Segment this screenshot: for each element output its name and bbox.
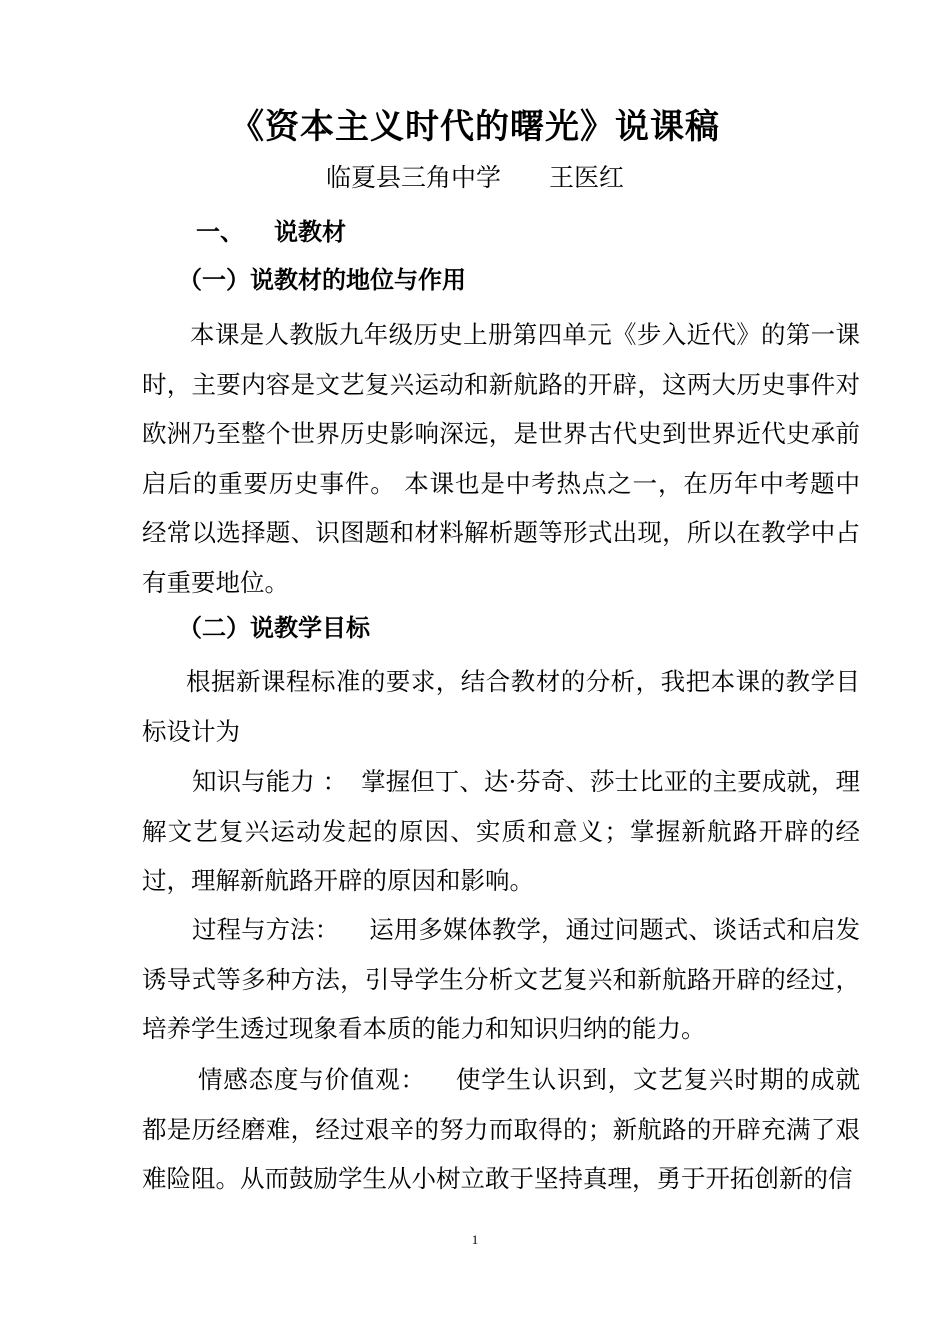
goals-intro-text: 根据新课程标准的要求，结合教材的分析，我把本课的教学目标设计为 — [142, 667, 860, 746]
section-title: 说教材 — [274, 218, 346, 246]
document-title: 《资本主义时代的曙光》说课稿 — [230, 107, 720, 147]
author-school: 临夏县三角中学 — [325, 163, 501, 192]
paragraph-goals-intro — [142, 657, 860, 756]
page-number: 1 — [471, 1232, 479, 1247]
goal-process-label: 过程与方法： — [192, 915, 340, 944]
goal-knowledge-text: 掌握但丁、达·芬奇、莎士比亚的主要成就，理解文艺复兴运动发起的原因、实质和意义；掌握新航路开辟的经过，理解新航路开辟的原因和影响。 — [142, 767, 860, 895]
subsection-heading-2: （二）说教学目标 — [178, 614, 370, 642]
paragraph-goal-attitude — [142, 1055, 860, 1204]
author-line — [0, 160, 950, 196]
paragraph-position-role — [142, 310, 860, 607]
goal-process-text: 运用多媒体教学，通过问题式、谈话式和启发诱导式等多种方法，引导学生分析文艺复兴和新航路开辟的经过，培养学生透过现象看本质的能力和知识归纳的能力。 — [142, 915, 861, 1043]
paragraph-goal-process — [142, 905, 860, 1054]
goal-attitude-label: 情感态度与价值观： — [198, 1065, 426, 1094]
goal-attitude-text: 使学生认识到，文艺复兴时期的成就都是历经磨难，经过艰辛的努力而取得的；新航路的开辟充满了艰难险阻。从而鼓励学生从小树立敢于坚持真理，勇于开拓创新的信 — [142, 1065, 860, 1193]
goal-knowledge-label: 知识与能力 ： — [192, 767, 348, 796]
section-number: 一、 — [196, 218, 244, 246]
paragraph-text: 本课是人教版九年级历史上册第四单元《步入近代》的第一课时，主要内容是文艺复兴运动和新航路的开辟，这两大历史事件对欧洲乃至整个世界历史影响深远，是世界古代史到世界近代史承前启后的重要历史事件。 本课也是中考热点之一，在历年中考题中经常以选择题、识图题和材料解析题等形式出现，所以在教学中占有重要地位。 — [142, 320, 860, 597]
author-name: 王医红 — [549, 163, 625, 192]
subsection-heading-1: （一）说教材的地位与作用 — [178, 266, 466, 294]
paragraph-goal-knowledge — [142, 757, 860, 906]
section-heading-1 — [196, 212, 346, 252]
